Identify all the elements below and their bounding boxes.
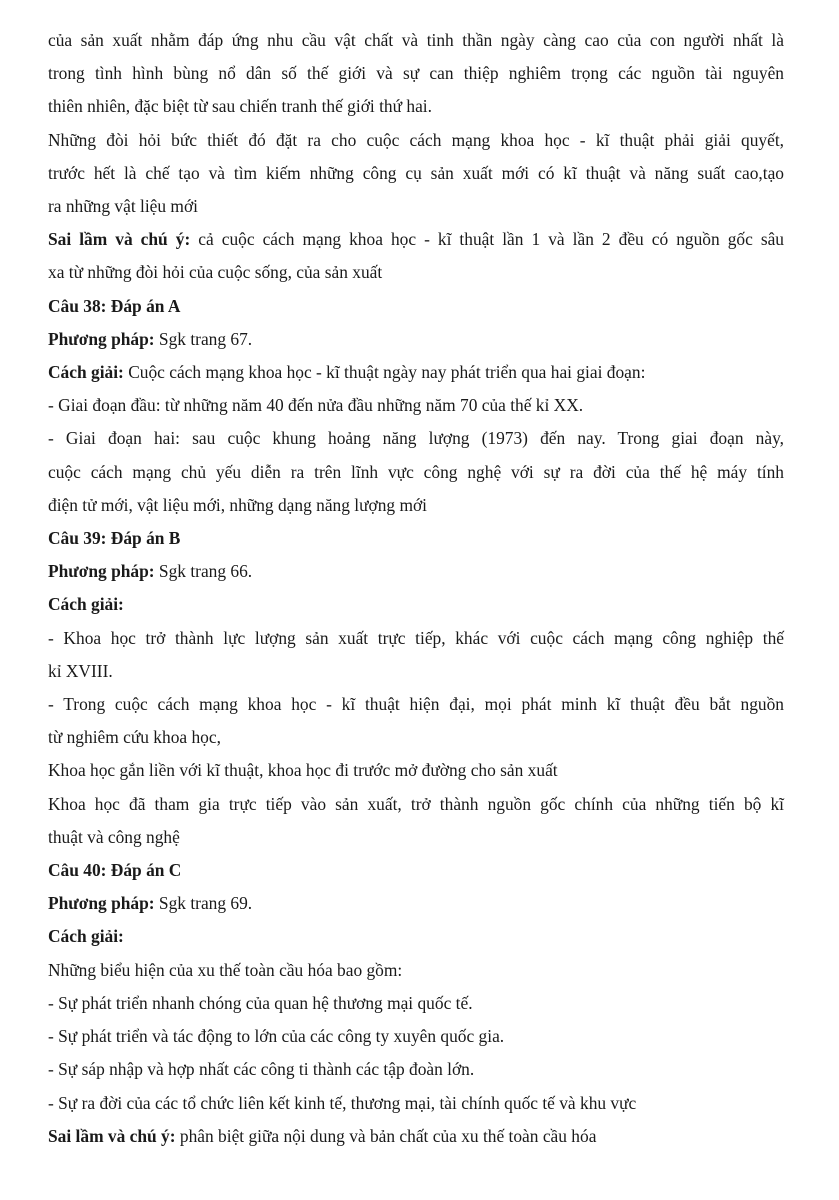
text-line xyxy=(48,223,784,256)
solution-text: Cuộc cách mạng khoa học - kĩ thuật ngày nay phát triển qua hai giai đoạn: xyxy=(123,362,646,383)
note-label: Sai lầm và chú ý: xyxy=(48,1125,176,1146)
list-item xyxy=(48,688,784,754)
list-item: - Sự phát triển và tác động to lớn của các công ty xuyên quốc gia. xyxy=(48,1026,505,1047)
text-line: Khoa học đã tham gia trực tiếp vào sản xuất, trở thành nguồn gốc chính của những tiến bộ kĩ xyxy=(48,793,784,814)
paragraph xyxy=(48,124,784,224)
text-line: kỉ XVIII. xyxy=(48,660,113,681)
text-line: - Khoa học trở thành lực lượng sản xuất trực tiếp, khác với cuộc cách mạng công nghiệp thế xyxy=(48,627,784,648)
list-item xyxy=(48,422,784,522)
text-line: trong tình hình bùng nổ dân số thế giới và sự can thiệp nghiêm trọng các nguồn tài nguyên xyxy=(48,63,784,84)
note-label: Sai lầm và chú ý: xyxy=(48,229,191,250)
text-line: - Giai đoạn hai: sau cuộc khung hoảng năng lượng (1973) đến nay. Trong giai đoạn này, xyxy=(48,428,784,449)
note-text: cả cuộc cách mạng khoa học - kĩ thuật lần 1 và lần 2 đều có nguồn gốc sâu xyxy=(190,229,785,250)
text-line: trước hết là chế tạo và tìm kiếm những công cụ sản xuất mới có kĩ thuật và năng suất cao,tạo xyxy=(48,162,784,183)
text-line: thiên nhiên, đặc biệt từ sau chiến tranh thế giới thứ hai. xyxy=(48,96,432,117)
note-text: phân biệt giữa nội dung và bản chất của xu thế toàn cầu hóa xyxy=(175,1125,597,1146)
list-item: - Sự phát triển nhanh chóng của quan hệ thương mại quốc tế. xyxy=(48,992,473,1013)
paragraph: Những biểu hiện của xu thế toàn cầu hóa bao gồm: xyxy=(48,959,403,980)
solution-label: Cách giải: xyxy=(48,926,124,947)
text-line: điện tử mới, vật liệu mới, những dạng năng lượng mới xyxy=(48,494,428,515)
method-line xyxy=(48,323,784,356)
list-item: - Sự sáp nhập và hợp nhất các công ti thành các tập đoàn lớn. xyxy=(48,1059,475,1080)
text-line: từ nghiêm cứu khoa học, xyxy=(48,727,221,748)
method-label: Phương pháp: xyxy=(48,561,155,582)
note-paragraph xyxy=(48,223,784,289)
paragraph: Khoa học gắn liền với kĩ thuật, khoa học đi trước mở đường cho sản xuất xyxy=(48,760,558,781)
paragraph xyxy=(48,788,784,854)
note-paragraph xyxy=(48,1120,784,1153)
text-line: thuật và công nghệ xyxy=(48,826,180,847)
method-text: Sgk trang 67. xyxy=(154,328,253,349)
question-heading: Câu 40: Đáp án C xyxy=(48,860,182,881)
list-item xyxy=(48,622,784,688)
solution-line xyxy=(48,356,784,389)
text-line: - Trong cuộc cách mạng khoa học - kĩ thuật hiện đại, mọi phát minh kĩ thuật đều bắt nguồn xyxy=(48,694,784,715)
solution-label: Cách giải: xyxy=(48,362,124,383)
list-item: - Giai đoạn đầu: từ những năm 40 đến nửa đầu những năm 70 của thế kỉ XX. xyxy=(48,395,584,416)
text-line: Những đòi hỏi bức thiết đó đặt ra cho cuộc cách mạng khoa học - kĩ thuật phải giải quyết, xyxy=(48,129,784,150)
method-label: Phương pháp: xyxy=(48,893,155,914)
method-line xyxy=(48,887,784,920)
list-item: - Sự ra đời của các tổ chức liên kết kinh tế, thương mại, tài chính quốc tế và khu vực xyxy=(48,1092,637,1113)
solution-label: Cách giải: xyxy=(48,594,124,615)
document-page xyxy=(48,24,784,1153)
question-heading: Câu 39: Đáp án B xyxy=(48,528,181,549)
method-text: Sgk trang 66. xyxy=(154,561,253,582)
text-line: ra những vật liệu mới xyxy=(48,196,198,217)
method-line xyxy=(48,555,784,588)
method-label: Phương pháp: xyxy=(48,328,155,349)
text-line: cuộc cách mạng chủ yếu diễn ra trên lĩnh vực công nghệ với sự ra đời của thế hệ máy tính xyxy=(48,461,784,482)
text-line: của sản xuất nhằm đáp ứng nhu cầu vật chất và tinh thần ngày càng cao của con người nhất là xyxy=(48,30,784,50)
text-line: xa từ những đòi hỏi của cuộc sống, của sản xuất xyxy=(48,262,383,283)
method-text: Sgk trang 69. xyxy=(154,893,253,914)
paragraph xyxy=(48,24,784,124)
question-heading: Câu 38: Đáp án A xyxy=(48,295,181,316)
